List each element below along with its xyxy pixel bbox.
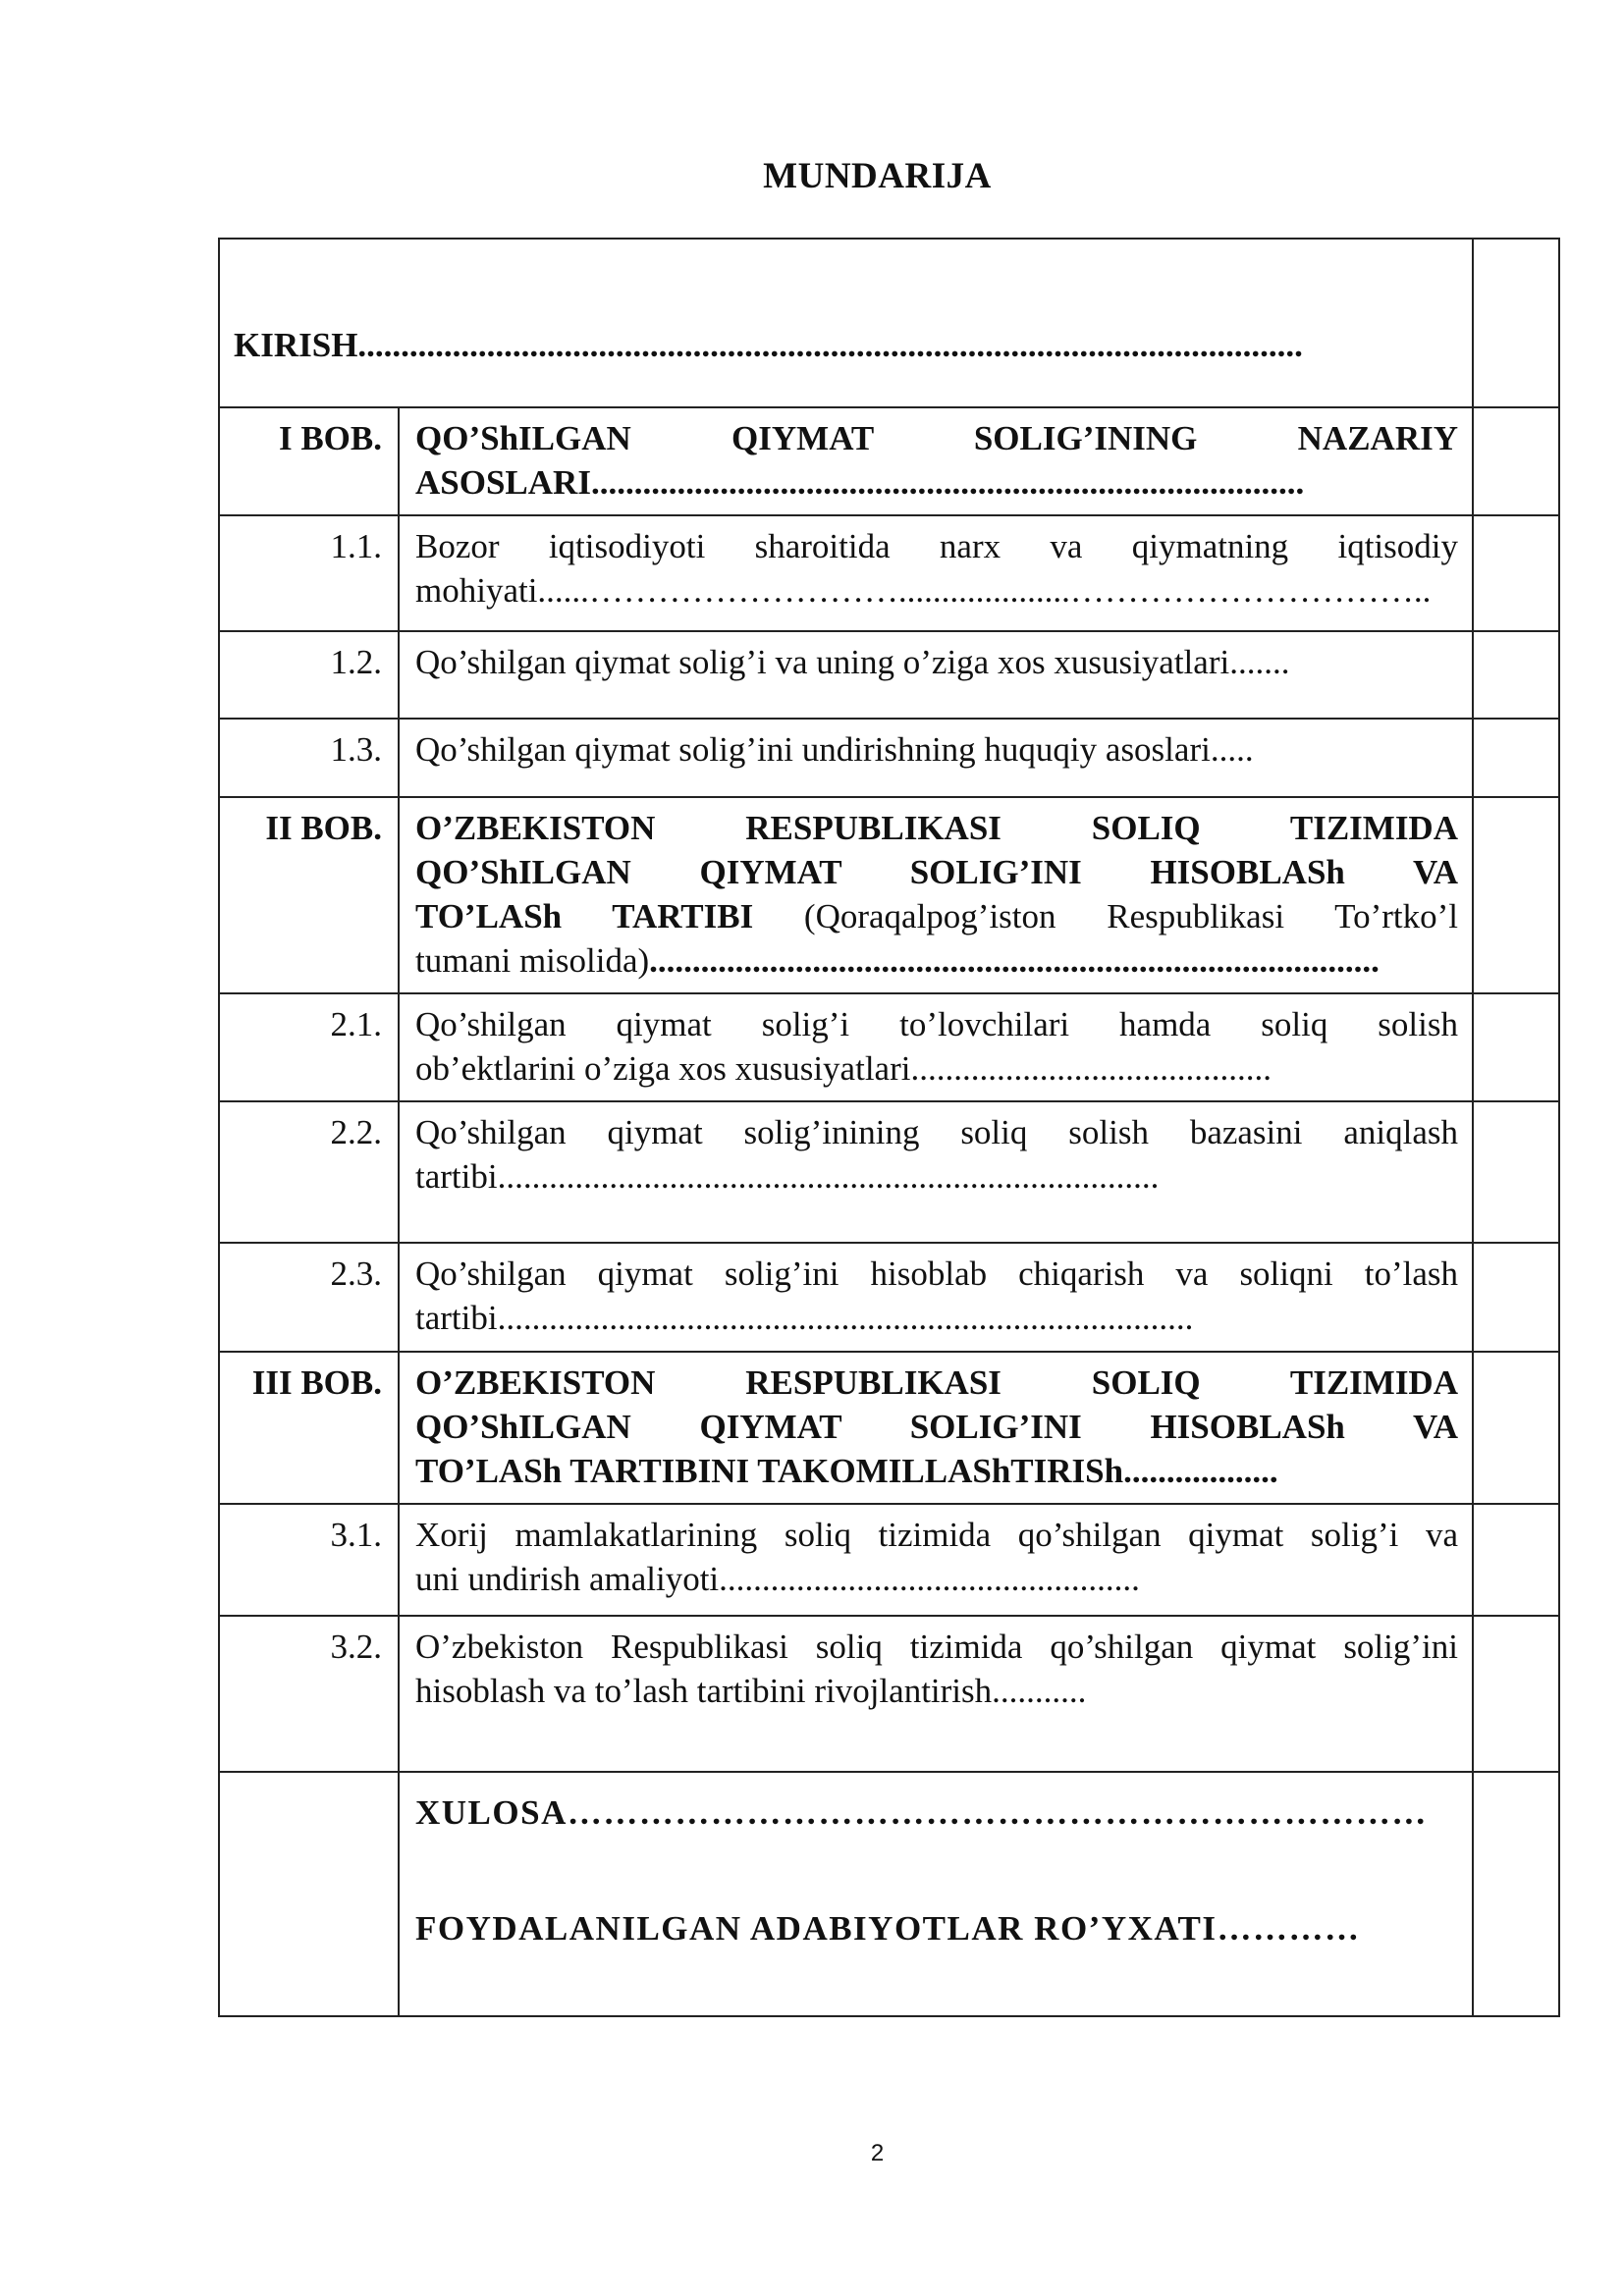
section-title-line: Xorij mamlakatlarining soliq tizimida qo’shilgan qiymat solig’i va (415, 1516, 1458, 1554)
toc-row-section-2-3 (219, 1243, 1559, 1352)
section-title-line: ob’ektlarini o’ziga xos xususiyatlari.......................................... (415, 1049, 1272, 1088)
section-number: 3.1. (219, 1504, 399, 1616)
section-title (399, 719, 1473, 797)
chapter-title-subtitle: (Qoraqalpog’iston Respublikasi To’rtko’l (753, 897, 1458, 935)
section-title-line: O’zbekiston Respublikasi soliq tizimida qo’shilgan qiymat solig’ini (415, 1628, 1458, 1666)
toc-row-chapter-3 (219, 1352, 1559, 1504)
section-number: 1.3. (219, 719, 399, 797)
toc-intro: KIRISH.............................................................................................................. (219, 239, 1473, 407)
chapter-number: III BOB. (219, 1352, 399, 1504)
toc-conclusion: XULOSA……………………………………………………………… (415, 1793, 1428, 1832)
leader-dots: ..................................................................................... (649, 941, 1380, 980)
chapter-title-line (415, 894, 1458, 938)
page-cell (1473, 239, 1559, 407)
toc-row-section-1-3 (219, 719, 1559, 797)
toc-row-conclusion (219, 1772, 1559, 2016)
toc-row-section-3-1 (219, 1504, 1559, 1616)
page-cell (1473, 1352, 1559, 1504)
section-title (399, 1243, 1473, 1352)
section-title-line: hisoblash va to’lash tartibini rivojlantirish........... (415, 1672, 1087, 1710)
table-of-contents (218, 238, 1560, 2017)
toc-references: FOYDALANILGAN ADABIYOTLAR RO’YXATI………… (415, 1909, 1361, 1948)
section-title-line: tartibi................................................................................. (415, 1299, 1194, 1337)
toc-row-section-2-1 (219, 993, 1559, 1101)
toc-row-section-3-2 (219, 1616, 1559, 1772)
section-number: 3.2. (219, 1616, 399, 1772)
page-number: 2 (870, 2140, 885, 2166)
section-title-line: Qo’shilgan qiymat solig’inining soliq solish bazasini aniqlash (415, 1113, 1458, 1151)
chapter-title-line: QO’ShILGAN QIYMAT SOLIG’INI HISOBLASh VA (415, 1408, 1458, 1446)
section-title (399, 631, 1473, 719)
section-title-line: Qo’shilgan qiymat solig’i va uning o’ziga xos xususiyatlari....... (415, 643, 1290, 681)
chapter-title-line: O’ZBEKISTON RESPUBLIKASI SOLIQ TIZIMIDA (415, 1363, 1458, 1402)
section-title (399, 993, 1473, 1101)
toc-table (218, 238, 1560, 2017)
page-cell (1473, 1616, 1559, 1772)
chapter-title-bold-part: TO’LASh TARTIBI (415, 897, 754, 935)
number-cell (219, 1772, 399, 2016)
section-number: 1.2. (219, 631, 399, 719)
page-title: MUNDARIJA (763, 156, 992, 196)
section-title-line: uni undirish amaliyoti................................................. (415, 1560, 1140, 1598)
page-cell (1473, 993, 1559, 1101)
toc-row-section-2-2 (219, 1101, 1559, 1243)
chapter-title-line: O’ZBEKISTON RESPUBLIKASI SOLIQ TIZIMIDA (415, 809, 1458, 847)
section-title-line: Qo’shilgan qiymat solig’i to’lovchilari hamda soliq solish (415, 1005, 1458, 1043)
closing-entries (399, 1772, 1473, 2016)
section-number: 1.1. (219, 515, 399, 631)
section-title-line: tartibi............................................................................. (415, 1157, 1160, 1196)
page-cell (1473, 631, 1559, 719)
section-title (399, 1504, 1473, 1616)
page-cell (1473, 515, 1559, 631)
toc-row-section-1-2 (219, 631, 1559, 719)
chapter-number: II BOB. (219, 797, 399, 993)
page-cell (1473, 1101, 1559, 1243)
section-title-line: Qo’shilgan qiymat solig’ini undirishning huquqiy asoslari..... (415, 730, 1254, 769)
section-title-line: Qo’shilgan qiymat solig’ini hisoblab chiqarish va soliqni to’lash (415, 1255, 1458, 1293)
section-number: 2.1. (219, 993, 399, 1101)
chapter-title (399, 407, 1473, 515)
section-title-line: Bozor iqtisodiyoti sharoitida narx va qiymatning iqtisodiy (415, 527, 1458, 565)
chapter-title-subtitle: tumani misolida) (415, 941, 650, 980)
chapter-title-line: QO’ShILGAN QIYMAT SOLIG’INING NAZARIY (415, 419, 1458, 457)
section-number: 2.3. (219, 1243, 399, 1352)
toc-row-chapter-1 (219, 407, 1559, 515)
page-cell (1473, 1504, 1559, 1616)
section-title-line: mohiyati......………………………....................………………………….. (415, 571, 1432, 610)
toc-row-intro (219, 239, 1559, 407)
section-title (399, 1616, 1473, 1772)
chapter-title-line: QO’ShILGAN QIYMAT SOLIG’INI HISOBLASh VA (415, 853, 1458, 891)
toc-row-section-1-1 (219, 515, 1559, 631)
toc-row-chapter-2 (219, 797, 1559, 993)
chapter-number: I BOB. (219, 407, 399, 515)
chapter-title-line (415, 938, 1458, 983)
chapter-title-line: ASOSLARI................................................................................... (415, 463, 1305, 502)
section-number: 2.2. (219, 1101, 399, 1243)
page-cell (1473, 719, 1559, 797)
section-title (399, 1101, 1473, 1243)
page-cell (1473, 797, 1559, 993)
page-cell (1473, 1243, 1559, 1352)
chapter-title (399, 1352, 1473, 1504)
section-title (399, 515, 1473, 631)
page-cell (1473, 1772, 1559, 2016)
page-cell (1473, 407, 1559, 515)
chapter-title-line: TO’LASh TARTIBINI TAKOMILLAShTIRISh.................. (415, 1452, 1278, 1490)
chapter-title (399, 797, 1473, 993)
